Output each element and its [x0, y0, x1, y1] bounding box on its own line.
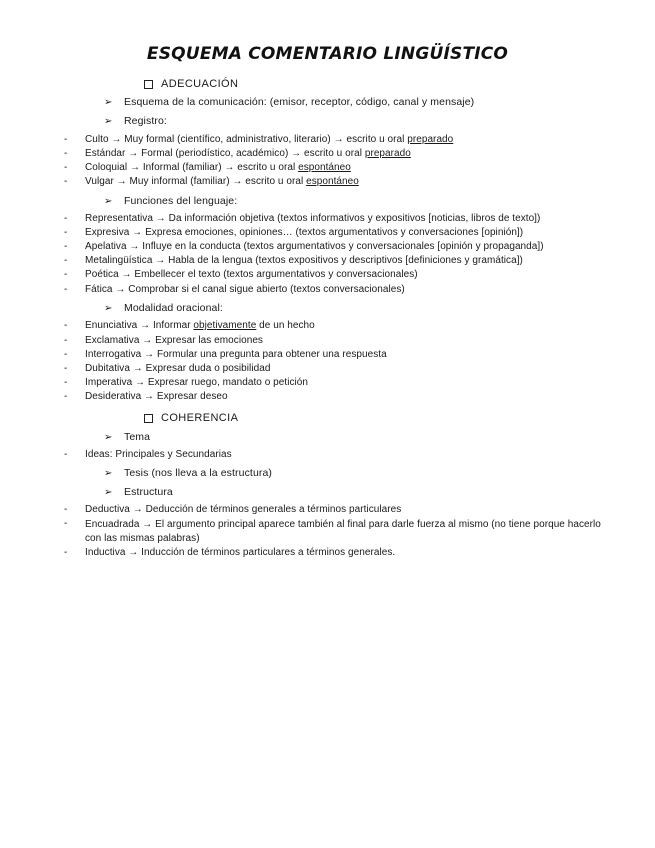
list-item-text: Exclamativa → Expresar las emociones	[85, 335, 263, 346]
dash-bullet: -	[64, 391, 68, 402]
underlined-word: espontáneo	[306, 176, 359, 187]
underlined-word: objetivamente	[193, 320, 257, 331]
arrow-bullet-icon: ➢	[104, 432, 113, 443]
section-adecuacion	[144, 78, 238, 90]
dash-bullet: -	[64, 227, 68, 238]
dash-bullet: -	[64, 134, 68, 145]
arrow-bullet-icon: ➢	[104, 468, 113, 479]
list-item-text: Enunciativa → Informar	[85, 320, 194, 331]
list-item-text: Ideas: Principales y Secundarias	[85, 449, 232, 460]
list-item-text: Representativa → Da información objetiva (textos informativos y expositivos [noticias, libros de texto])	[85, 213, 541, 224]
dash-bullet: -	[64, 449, 68, 460]
list-item-text: Vulgar → Muy informal (familiar) → escrito u oral	[85, 176, 307, 187]
arrow-bullet-icon: ➢	[104, 97, 113, 108]
dash-bullet: -	[64, 255, 68, 266]
subhead-funciones	[104, 195, 237, 207]
list-item-text: Metalingüística → Habla de la lengua (textos expositivos y descriptivos [definiciones y gramática])	[85, 255, 523, 266]
list-item-text: Inductiva → Inducción de términos particulares a términos generales.	[85, 547, 396, 558]
dash-bullet: -	[64, 349, 68, 360]
underlined-word: espontáneo	[298, 162, 351, 173]
subhead-estructura	[104, 486, 173, 498]
subhead-modalidad-text: Modalidad oracional:	[124, 302, 223, 314]
list-item-text: Deductiva → Deducción de términos generales a términos particulares	[85, 504, 402, 515]
dash-bullet: -	[64, 269, 68, 280]
dash-bullet: -	[64, 547, 68, 558]
checkbox-icon	[144, 80, 153, 89]
dash-bullet: -	[64, 320, 68, 331]
section-coherencia-label: COHERENCIA	[161, 412, 239, 424]
arrow-bullet-icon: ➢	[104, 116, 113, 127]
subhead-tesis-text: Tesis (nos lleva a la estructura)	[124, 467, 273, 479]
subhead-tesis	[104, 467, 272, 479]
list-item-text: Poética → Embellecer el texto (textos argumentativos y conversacionales)	[85, 269, 418, 280]
arrow-bullet-icon: ➢	[104, 487, 113, 498]
list-item-text: Estándar → Formal (periodístico, académico) → escrito u oral	[85, 148, 365, 159]
list-item-text: Dubitativa → Expresar duda o posibilidad	[85, 363, 271, 374]
arrow-bullet-icon: ➢	[104, 303, 113, 314]
dash-bullet: -	[64, 363, 68, 374]
document-title: ESQUEMA COMENTARIO LINGÜÍSTICO	[146, 44, 509, 64]
subhead-modalidad	[104, 302, 223, 314]
dash-bullet: -	[64, 518, 68, 529]
dash-bullet: -	[64, 504, 68, 515]
subhead-registro-text: Registro:	[124, 115, 167, 127]
dash-bullet: -	[64, 213, 68, 224]
subhead-funciones-text: Funciones del lenguaje:	[124, 195, 238, 207]
dash-bullet: -	[64, 241, 68, 252]
underlined-word: preparado	[364, 148, 411, 159]
subhead-tema	[104, 431, 150, 443]
list-item-text: Interrogativa → Formular una pregunta para obtener una respuesta	[85, 349, 387, 360]
dash-bullet: -	[64, 284, 68, 295]
checkbox-icon	[144, 414, 153, 423]
subhead-esquema	[104, 96, 474, 108]
section-coherencia	[144, 412, 238, 424]
subhead-esquema-text: Esquema de la comunicación: (emisor, receptor, código, canal y mensaje)	[124, 96, 475, 108]
list-item-text: Encuadrada → El argumento principal aparece también al final para darle fuerza al mismo (no tiene porque hacerlo con las mismas palabras)	[85, 519, 601, 544]
dash-bullet: -	[64, 162, 68, 173]
dash-bullet: -	[64, 176, 68, 187]
subhead-tema-text: Tema	[124, 431, 151, 443]
dash-bullet: -	[64, 377, 68, 388]
list-item-text: Coloquial → Informal (familiar) → escrito u oral	[85, 162, 299, 173]
list-item-text: Imperativa → Expresar ruego, mandato o petición	[85, 377, 309, 388]
list-item-text-tail: de un hecho	[256, 320, 315, 331]
list-item-text: Culto → Muy formal (científico, administrativo, literario) → escrito u oral	[85, 134, 408, 145]
list-item-text: Apelativa → Influye en la conducta (textos argumentativos y conversacionales [opinión y propaganda])	[85, 241, 544, 252]
list-item-text: Desiderativa → Expresar deseo	[85, 391, 228, 402]
dash-bullet: -	[64, 148, 68, 159]
subhead-registro	[104, 115, 167, 127]
subhead-estructura-text: Estructura	[124, 486, 173, 498]
dash-bullet: -	[64, 335, 68, 346]
underlined-word: preparado	[407, 134, 454, 145]
list-item-text: Expresiva → Expresa emociones, opiniones… (textos argumentativos y conversaciones [opinión])	[85, 227, 524, 238]
section-adecuacion-label: ADECUACIÓN	[161, 78, 239, 90]
list-item-text: Fática → Comprobar si el canal sigue abierto (textos conversacionales)	[85, 284, 405, 295]
arrow-bullet-icon: ➢	[104, 196, 113, 207]
